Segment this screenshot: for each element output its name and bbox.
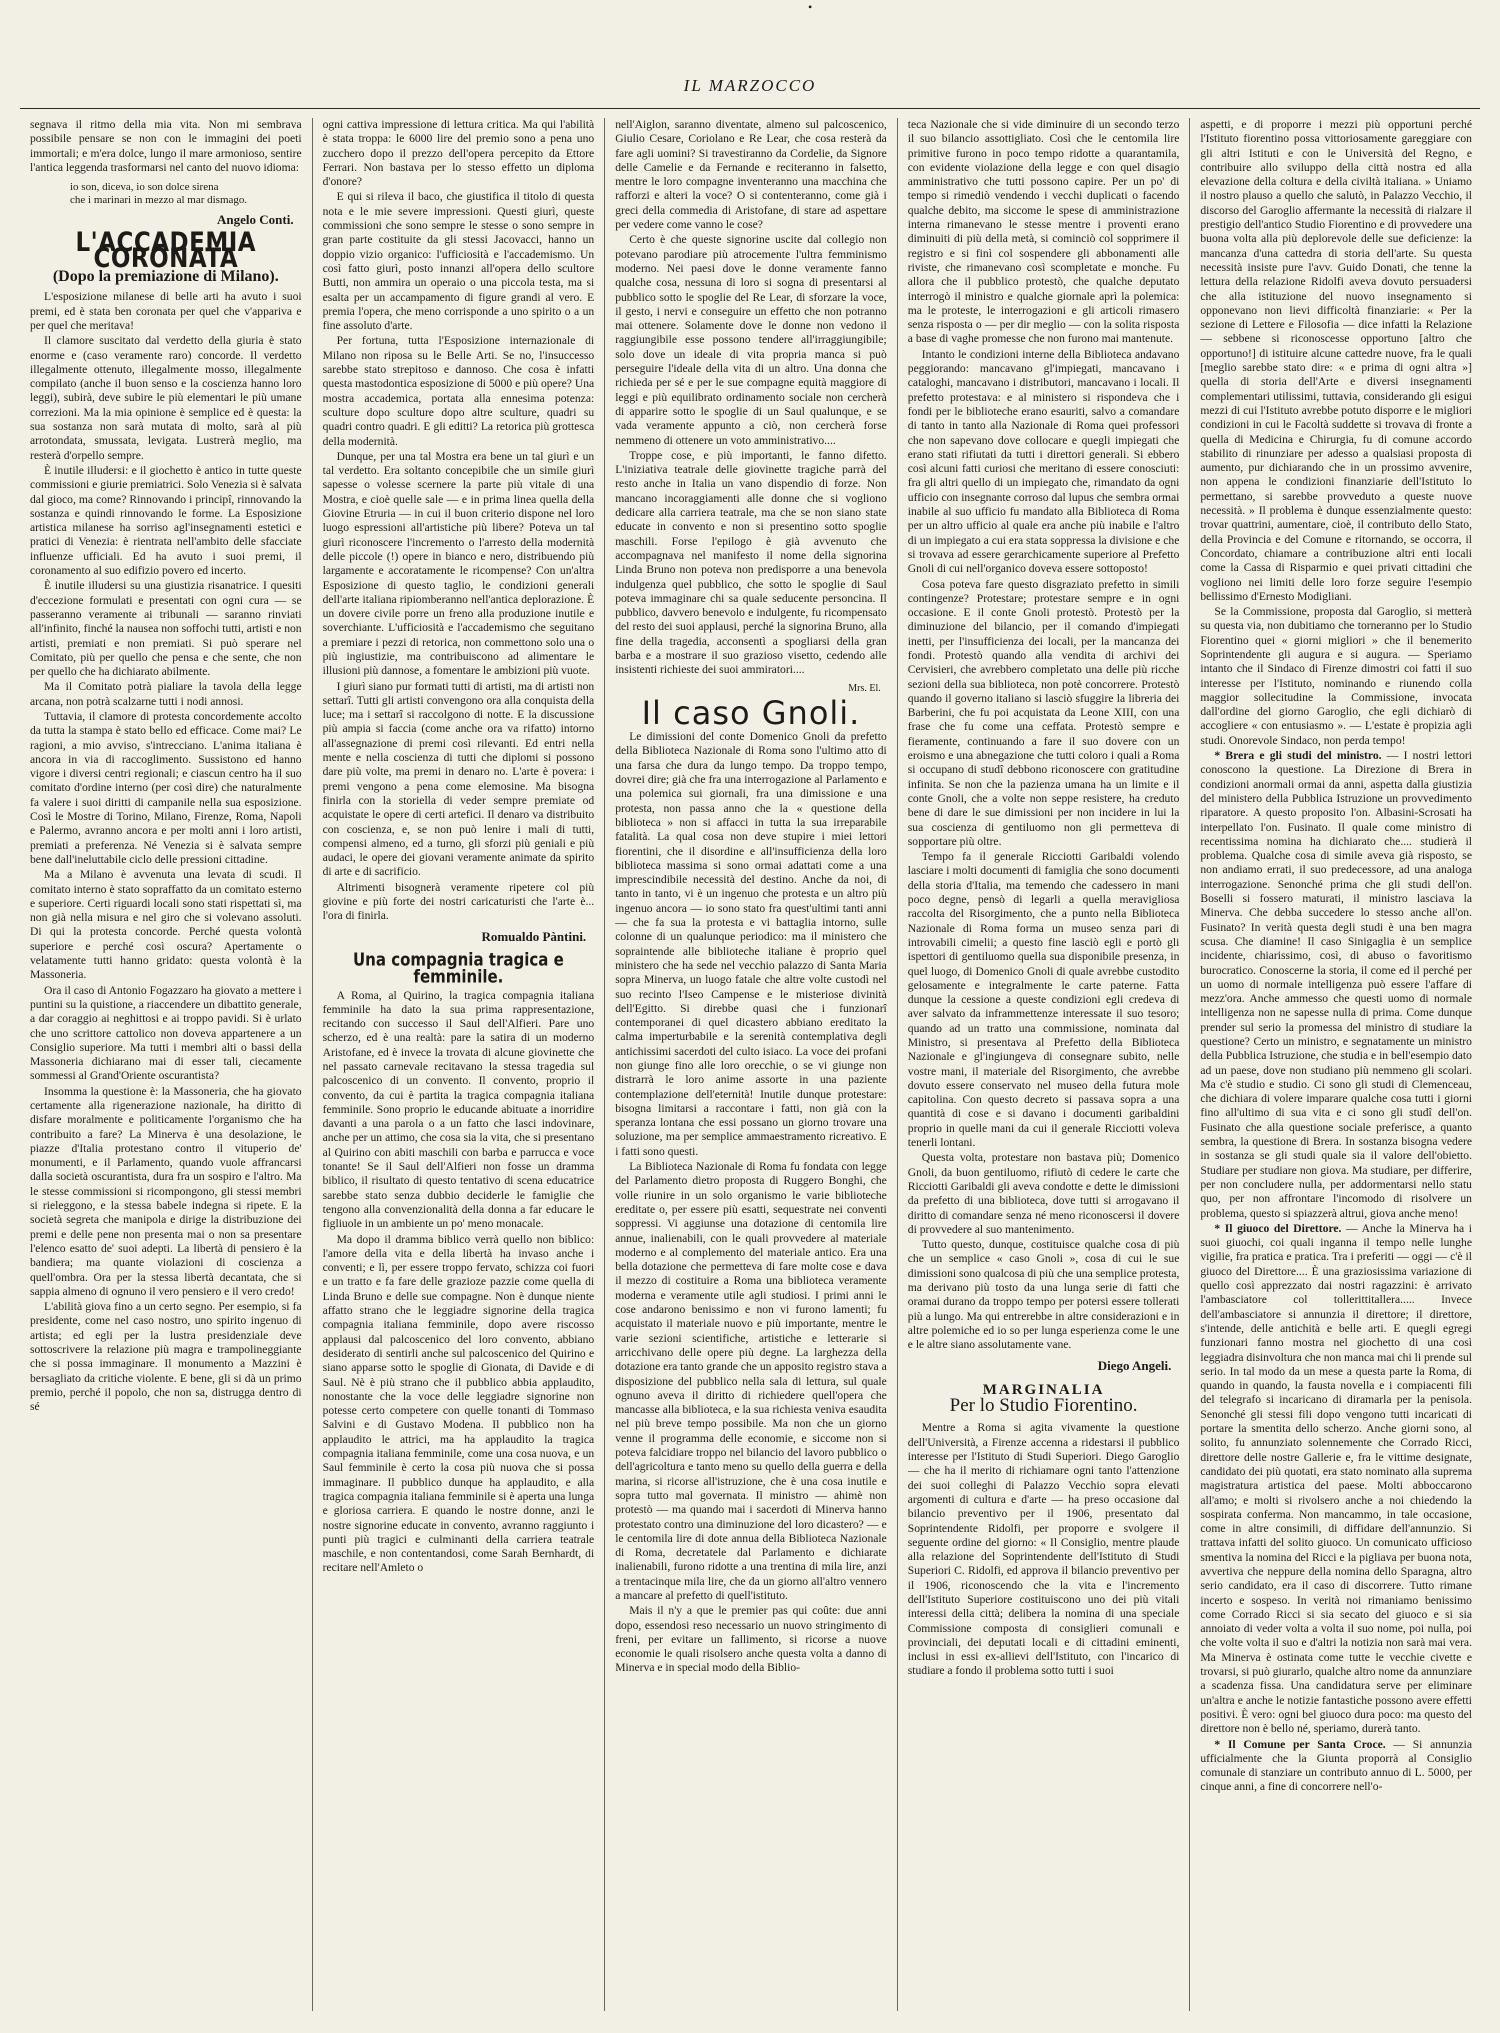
column-1	[30, 118, 313, 2011]
paragraph: È inutile illudersi: e il giochetto è antico in tutte queste commissioni e giurie premiatrici. Solo Venezia si è salvata dal gioco, ma come? Rinnovando i principî, rinnovando la sostanza e quindi rinnovando le forme. La Esposizione artistica milanese ha sorriso agl'insegnamenti estetici e pratici di Venezia: è rientrata nell'ambito delle sfacciate influenze ufficiali. Ed ha avuto i suoi premi, il coronamento al suo edifizio povero ed incerto.	[30, 463, 302, 578]
column-4	[908, 118, 1191, 2011]
paragraph: teca Nazionale che si vide diminuire di un secondo terzo il suo bilancio assottigliato. Così che le centomila lire primitive furono in poco tempo ridotte a quarantamila, con evidente violazione della legge e con quel disagio amministrativo che tutti possono capire. Per un po' di tempo si rimediò vendendo i vecchi duplicati o facendo qualche debito, ma siccome le spese di amministrazione interna rimanevano le stesse mentre i proventi erano diminuiti di più della metà, si cominciò col sopprimere il registro e si finì col sospendere gli abbonamenti alle riviste, che rimanevano così scompletate e monche. Fu allora che il pubblico protestò, che qualche deputato interrogò il ministro e qualche giornale aprì la polemica: ma le proteste, le interrogazioni e gli articoli rimasero senza risposta o — per dir meglio — con la solita risposta a base di vaghe promesse che non furono mai mantenute.	[907, 118, 1180, 346]
paragraph: Mais il n'y a que le premier pas qui coûte: due anni dopo, essendosi reso necessario un nuovo stringimento di freni, per evitare un fallimento, si ricorse a nuove economie le quali risolsero anche questa volta a danno di Minerva e in special modo della Biblio-	[615, 1604, 887, 1675]
paragraph	[1200, 1738, 1472, 1795]
page-header	[20, 58, 1480, 109]
paragraph: Il clamore suscitato dal verdetto della giuria è stato enorme e (caso veramente raro) concorde. Il verdetto illegalmente ottenuto, illegalmente mosso, illegalmente compilato (anche il buon senso e la coscienza hanno loro leggi), subirà, deve subire le più elementari le più umane correzioni. Ma la mia opinione è semplice ed è questa: la sua sostanza non sarà mutata di molto, sarà al più arrotondata, smussata, levigata. Lustrerà meglio, ma resterà d'orpello sempre.	[30, 334, 302, 462]
paragraph: E qui si rileva il baco, che giustifica il titolo di questa nota e le mie severe impressioni. Questi giurì, queste commissioni che sono sempre le stesse o sono sempre in gran parte costituite da gli stessi Jacovacci, hanno un doppio vizio organico: l'ufficiosità e l'accademismo. Un così fatto giurì, posto innanzi all'opera dello scultore Butti, non ammira un operaio o una piccola testa, ma si esalta per un accampamento di figure grandi al vero. E premia l'opera, che meno corrisponde a uno spirito o a un fine assoluto d'arte.	[322, 190, 595, 333]
paragraph: A Roma, al Quirino, la tragica compagnia italiana femminile ha dato la sua prima rappresentazione, recitando con successo il Saul dell'Alfieri. Pare uno scherzo, ed è una realtà: pare la satira di un moderno Aristofane, ed è invece la trovata di alcune giovinette che nel passato carnevale recitavano la stessa tragedia sul palcoscenico di un convento. Il convento, proprio il convento, da cui è partita la tragica compagnia italiana femminile. Sono proprio le educande abituate a inorridire davanti a una parola o a un fatto che lasci indovinare, anche per un attimo, che cosa sia la vita, che si presentano al Quirino con abiti maschili con barba e parrucca e voce tonante! Se il Saul dell'Alfieri non fosse un dramma biblico, il risultato di questo tentativo di scena educatrice sarebbe stato senza dubbio deciderle le famiglie che tengono alla convenzionalità della donna a far educare le figliuole in un ambiente un po' meno monacale.	[322, 988, 595, 1231]
paragraph: Intanto le condizioni interne della Biblioteca andavano peggiorando: mancavano gl'impiegati, mancavano i cataloghi, mancavano i distributori, mancavano i locali. Il prefetto protestava: e al ministero si rispondeva che i fondi per le biblioteche erano esauriti, salvo a comandare di tanto in tanto alla Nazionale di Roma quei professori che non sapevano dove collocare e quegli impiegati che erano stati rifiutati da tutti i direttori generali. Si ebbero così alcuni fatti curiosi che meritano di essere conosciuti: fra gli altri quello di un impiegato che, rimandato da ogni ufficio con insegnante corroso dal lupus che sembra ormai inabile al suo ufficio fu mandato alla Biblioteca di Roma per un altro ufficio al quale era anche più inabile e l'altro di un impiegato a cui era stata soppressa la divisione e che si trovava ad essere gerarchicamente superiore al Prefetto Gnoli di cui nell'organico doveva essere sottoposto!	[907, 347, 1180, 576]
article-heading: Il caso Gnoli.	[641, 693, 861, 732]
paragraph: Cosa poteva fare questo disgraziato prefetto in simili contingenze? Protestare; protestare sempre e in ogni occasione. E il conte Gnoli protestò. Protestò per la diminuzione del bilancio, per il comando d'impiegati inetti, per l'insufficienza dei locali, per la mancanza dei fondi. Protestò quando alla vendita di archivi dei Cervisieri, che avrebbero completato una delle più ricche sezioni della sua biblioteca, non potè concorrere. Protestò quando il governo italiano si lasciò sfuggire la libreria dei Barberini, che fu poi acquistata da Leone XIII, con una frase che fu come una ceffata. Protestò sempre e fieramente, continuando a fare il suo dovere con un eroismo e una abnegazione che tutti coloro i quali a Roma si occupano di studî debbono riconoscere con gratitudine infinita. Se non che la pazienza umana ha un limite e il conte Gnoli, che a volte non seppe resistere, ha creduto bene di dare le sue dimissioni per non incidere in lui la sua coscienza di gentiluomo non gli permetteva di sopportare più oltre.	[907, 577, 1180, 848]
paragraph: Ma il Comitato potrà pialiare la tavola della legge arcana, non potrà scalzarne tutti i nodi annosi.	[30, 680, 302, 708]
paragraph: segnava il ritmo della mia vita. Non mi sembrava possibile pensare se non con le immagini dei poeti immortali; e m'era dolce, lungo il mare armonioso, sentire l'antica leggenda trasformarsi nel canto del nuovo idioma:	[30, 118, 302, 174]
item-lead: * Il Comune per Santa Croce.	[1214, 1737, 1386, 1751]
paragraph: Tuttavia, il clamore di protesta concordemente accolto da tutta la stampa è stato bello ed efficace. Come mai? Le ragioni, a mio avviso, s'intrecciano. L'anima italiana è ancora in via di raccoglimento. Sussistono ed hanno vigore i diversi centri regionali; e ciascun centro ha il suo comitato d'ordine interno (per così dire) che naturalmente fa valere i suoi diritti di campanile nella sua esposizione. Così le Mostre di Torino, Milano, Firenze, Roma, Napoli e Palermo, avranno ancora e per molti anni i loro artisti, premiati a preferenza. Né Venezia si è salvata sempre bene dall'ineluttabile ciclo delle pressioni cittadine.	[30, 709, 302, 866]
column-3	[615, 118, 898, 2011]
paragraph: Questa volta, protestare non bastava più; Domenico Gnoli, da buon gentiluomo, rifiutò di cedere le carte che Ricciotti Garibaldi gli aveva condotte e dette le dimissioni da prefetto di una biblioteca, dove tutti si arrogavano il diritto di comandare senza né meno riconoscersi il dovere di provvedere al suo mantenimento.	[907, 1151, 1180, 1236]
item-text: — Si annunzia ufficialmente che la Giunta proporrà al Consiglio comunale di stanziare un contributo annuo di L. 5000, per cinque anni, a fine di concorrere nell'o-	[1200, 1737, 1472, 1794]
signature: Diego Angeli.	[1097, 1357, 1172, 1373]
article-heading: Per lo Studio Fiorentino.	[949, 1395, 1138, 1417]
masthead: IL MARZOCCO	[683, 76, 817, 95]
item-text: — I nostri lettori conoscono la questione. La Direzione di Brera in condizioni anormali ormai da anni, aspetta dalla giustizia del ministero della Pubblica Istruzione un provvedimento riparatore. A questo proposito l'on. Albasini-Scrosati ha interpellato l'on. Fusinato. Il quale come ministro di recentissima nomina ha dichiarato che.... studierà il problema. Qualche cosa di simile aveva già risposto, se non andiamo errati, il suo predecessore, ad una analoga interrogazione. Senonché prima che gli studi dell'on. Boselli si fossero maturati, il ministro lasciava la Minerva. Che debba succedere lo stesso anche all'on. Fusinato? In verità questa degli studi è una ben magra scusa. Che diamine! Il caso Sinigaglia è un semplice incidente, chiarissimo, così, di abuso o favoritismo burocratico. Conoscerne la storia, il come ed il perché per un uomo di normale intelligenza può essere l'affare di mezz'ora. Anche ammesso che questi uomo di normale intelligenza non ne sapesse nulla di prima. Come dunque prender sul serio la promessa del ministro di studiare la questione? Certo un ministro, e segnatamente un ministro della Pubblica Istruzione, che studia e in bell'esempio dato ad un paese, dove non studiano più nemmeno gli scolari. Ma c'è studio e studio. Ci sono gli studi di Clemenceau, che dichiara di volere imparare qualche cosa tutti i giorni fino all'ultimo di sua vita e ci sono gli studî dell'on. Fusinato che alla questione sociale preferisce, a quanto sembra, la questione di Brera. In sostanza bisogna vedere in sostanza se gli studi quale sia il valore dell'obietto. Studiare per studiare non giova. Ma studiare, per differire, per non concludere nulla, per addormentarsi nello statu quo, per non affrontare l'incomodo di risolvere un problema, questo si spiazzerà altrui, giova anche meno!	[1200, 749, 1472, 1220]
paragraph: Le dimissioni del conte Domenico Gnoli da prefetto della Biblioteca Nazionale di Roma sono l'ultimo atto di una farsa che dura da lungo tempo. Da troppo tempo, dovrei dire; già che fra una interrogazione al Parlamento e una polemica sui giornali, fra una dimissione e una protesta, non passa anno che la « questione della biblioteca » non si affacci in tutta la sua irreparabile fatalità. La qual cosa non deve stupire i miei lettori fiorentini, che il disordine e all'insufficienza della loro biblioteca massima si sono ormai adattati come a una imprescindibile necessità del destino. Anche da noi, di tanto in tanto, vi è un ingenuo che protesta e un altro più ingenuo ancora — io sono stato fra quest'ultimi tanti anni — che fa sua la protesta e vi battaglia intorno, sulle colonne di un qualunque periodico: ma il ministero che sopraintende alle biblioteche italiane è proprio quel ministero che ha sede nel vecchio palazzo di Santa Maria sopra Minerva, un luogo fatale che altre volte custodì nel suo recinto l'Iseo Campense e le misteriose divinità dell'Egitto. Si direbbe quasi che i funzionarî contemporanei di quel dicastero abbiano ereditato la calma imperturbabile e la serenità contemplativa degli antichissimi sacerdoti del culto isiaco. La voce dei profani non giunge fino alle loro orecchie, o se vi giunge non distrarrà le loro anime assorte in una paziente contemplazione dell'eternità! Inutile dunque protestare: bisogna limitarsi a raccontare i fatti, non già con la speranza lontana che essi possano un giorno trovare una soluzione, ma per semplice ammaestramento ricreativo. E i fatti sono questi.	[615, 730, 887, 1158]
article-heading: L'ACCADEMIA CORONATA	[75, 228, 257, 275]
paragraph: Ma dopo il dramma biblico verrà quello non biblico: l'amore della vita e della libertà ha invaso anche i conventi; e lì, per essere troppo fervato, schizza coi fuori e un tratto e fa fare delle grazioze pazzie come quella di Linda Bruno e delle sue compagne. Non è dunque niente affatto strano che le leggiadre signorine della tragica compagnia italiana femminile, dopo avere riscosso applausi dal palcoscenico del loro convento, abbiano desiderato di sentirli anche sul palcoscenico del Quirino e siano apparse sotto le spoglie di Gionata, di Davide e di Saul. Nè è più strano che il pubblico abbia applaudito, nonostante che la voce delle leggiadre signorine non potesse certo competere con quelle tonanti di Tommaso Salvini e di Gustavo Modena. Il pubblico non ha applaudito le attrici, ma ha applaudito la tragica compagnia italiana femminile, come una cosa nuova, e un Saul femminile è certo la cosa più nuova che si possa immaginare. Il pubblico dunque ha applaudito, e alla tragica compagnia italiana femminile si è aperta una lunga e gloriosa carriera. E quando le nostre donne, anzi le nostre signorine educate in convento, avranno raggiunto i punti più tragici e culminanti della carriera teatrale maschile, e non contentandosi, come Sarah Bernhardt, di recitare nell'Amleto o	[322, 1232, 595, 1575]
column-5	[1200, 118, 1472, 2011]
article-subheading: (Dopo la premiazione di Milano).	[52, 268, 279, 286]
signature: Romualdo Pàntini.	[481, 928, 587, 944]
paragraph: È inutile illudersi su una giustizia risanatrice. I quesiti d'eccezione formulati e presentati con ogni cura — se passeranno veramente ai tribunali — saranno rinviati all'infinito, finché la nausea non soffochi tutti, artisti e non artisti, premiati e non premiati. Si può sperare nel Comitato, più per quello che pensa e che sente, che non per quello che ha dichiarato abilmente.	[30, 579, 302, 679]
paragraph: Ora il caso di Antonio Fogazzaro ha giovato a mettere i puntini su la quistione, a riaccendere un dibattito generale, a dar coraggio ai neghittosi e ai troppo pavidi. Si è urlato che uno scrittore cattolico non doveva appartenere a un Consiglio superiore. Ma tutti i membri alti o bassi della Massoneria dichiarano mai di esser tali, ciecamente sommessi al Grand'Oriente oscurantista?	[30, 983, 302, 1083]
paragraph	[1200, 749, 1472, 1221]
paragraph: Ma a Milano è avvenuta una levata di scudi. Il comitato interno è stato sopraffatto da un comitato esterno e superiore. Certi riguardi locali sono stati rispettati sì, ma non già nella misura e nel giro che si volevano assoluti. Di qui la protesta concorde. Perché questa volontà superiore e perché così oscura? Apertamente o velatamente tutti hanno gridato: questa volontà è la Massoneria.	[30, 868, 302, 982]
item-text: — Anche la Minerva ha i suoi giuochi, coi quali inganna il tempo nelle lunghe vigilie, fra pratica e pratica. Tra i preferiti — oggi — c'è il giuoco del Direttore.... È una graziosissima variazione di quello così apprezzato dai nostri ragazzini: è arrivato l'ambasciatore col tollerittitallera..... Invece dell'ambasciatore si annunzia il direttore; il direttore, s'intende, delle antichità e belle arti. E quegli egregi funzionari fanno mostra nel giochetto di una così leggiadra disinvoltura che non manca mai chi li prende sul serio. In tal modo da un mese a questa parte la Roma, di quando in quando, la fausta novella e i compiacenti fili del telegrafo si incaricano di diramarla per la penisola. Senonché gli stessi fili dopo vengono tutti incaricati di portare la smentita dello scherzo. Anche giorni sono, al solito, fu annunziato solennemente che Corrado Ricci, direttore delle nostre Gallerie e, fra le vittime designate, candidato dei più quotati, era stato nominato alla suprema magistratura artistica del paese. Molti abboccarono all'amo; e molti si rivolsero anche a noi chiedendo la sospirata conferma. Non mancammo, in tale occasione, come in altre consimili, di diffidare dell'annunzio. Si trattava infatti del solito giuoco. Un comunicato ufficioso smentiva la nomina del Ricci e la pigliava per buona nota, avvertiva che neppure della nomina dello Sparagna, altro serio candidato, era il caso di discorrere. Tutto rimane incerto e sospeso. In verità noi rimaniamo benissimo come Corrado Ricci si sia secato del giuoco e si sia annoiato di veder volta a volta il suo nome, poi nulla, poi che volte volta il suo e d'altri la notizia non sarà mai vera. Ma Minerva è ostinata come tutte le vecchie civette e trovarsi, si può giurarlo, qualche altro nome da annunziare a scadenza fissa. Una candidatura serve per eliminare un'altra e anche le notizie fantastiche possono avere effetti positivi. È vero: ogni bel giuoco dura poco: ma questo del direttore non è bello né, speriamo, durerà tanto.	[1200, 1221, 1472, 1736]
paragraph: I giurì siano pur formati tutti di artisti, ma di artisti non settarî. Tutti gli artisti convengono ora alla conquista della luce; ma i settarî si raccolgono di notte. E la discussione più ampia si faccia (come anche ora va rifatto) intorno all'assegnazione di premi così rilevanti. Ed entri nella mente e nella coscienza di tutti che diplomi si possono dare più volte, ma premi in denaro no. L'arte è povera: i premi vengono a pena come elemosine. Ma bisogna finirla con la storiella di veder sempre premiate od acquistate le opere di certi artefici. Il denaro va distribuito con coscienza, e, se non può lenire i mali di tutti, compensi almeno, ed a turno, gli sforzi più geniali e più audaci, le opere dei giovani veramente animate da spirito di arte e di sacrificio.	[322, 679, 595, 879]
paragraph: Insomma la questione è: la Massoneria, che ha giovato certamente alla rigenerazione nazionale, ha diritto di disfare moralmente e politicamente l'organismo che ha contribuito a fare? La Minerva è una desolazione, le piazze d'Italia protestano contro il vituperio de' monumenti, e il Parlamento, quando vuole affrancarsi dalla società oscurantista, dura fra un sospiro e l'altro. Ma le stesse commissioni si ricompongono, gli stessi membri si rieleggono, e la stessa babele indegna si ripete. E la società segreta che manipola e dirige la distribuzione dei premi e delle pene non presenta mai o non sa presentare l'elenco esatto de' suoi adepti. La libertà di pensiero è la bandiera; ma quante violazioni di coscienza a quell'ombra. Ora per la stessa libertà decantata, che si sappia almeno di ognuno il vero pensiero e il vero credo!	[30, 1084, 302, 1298]
paragraph: aspetti, e di proporre i mezzi più opportuni perché l'Istituto fiorentino possa vittoriosamente gareggiare con gli altri Istituti e con le Università del Regno, e contribuire allo sviluppo della città nostra ed alla elevazione della coltura e della civiltà italiana. » Uniamo il nostro plauso a quello che salutò, in Palazzo Vecchio, il discorso del Garoglio affermante la necessità di rialzare il prestigio dell'antico Studio Fiorentino e di provvedere una buona volta alla più deplorevole delle sue deficienze: la mancanza d'una cattedra di storia dell'arte. Su questa necessità insiste pure l'avv. Guido Donati, che tenne la lettura della relazione Ridolfi aveva dovuto persuadersi che alla istituzione del nuovo insegnamento si opponevano non lievi difficoltà finanziarie: « Per la sezione di Lettere e Filosofia — dice infatti la Relazione — sebbene si riconoscesse opportuno [altro che opportuno!] di istituire alcune cattedre nuove, fra le quali [meglio sarebbe stato dire: « e prima di ogni altra »] quella di storia dell'Arte e diversi insegnamenti complementari utilissimi, tuttavia, considerando gli esigui mezzi di cui l'Istituto avrebbe potuto disporre e le migliori condizioni in cui le Facoltà suddette si trovava di fronte a quella di Medicina e Chirurgia, fu di comune accordo stabilito di rinunziare per adesso a qualsiasi proposta di aumento, pur dichiarando che in un prossimo avvenire, non appena le condizioni finanziarie dell'Istituto lo permettano, si sarebbe provveduto a queste nuove necessità. » Il problema è dunque essenzialmente questo: trovar quattrini, aumentare, cioè, il contributo dello Stato, della Provincia e del Comune e ritornando, se occorra, il Concordato, chiamare a contribuzione altri enti locali come la Cassa di Risparmio e quei privati cittadini che vogliono nei limiti delle loro forze seguire l'esempio bellissimo d'Ernesto Modigliani.	[1200, 118, 1472, 603]
page-dot: •	[808, 0, 813, 14]
paragraph: L'esposizione milanese di belle arti ha avuto i suoi premi, ed è stata ben coronata per quel che v'appariva e per quel che meritava!	[30, 290, 302, 332]
article-heading: Una compagnia tragica e femminile.	[353, 948, 564, 988]
paragraph: ogni cattiva impressione di lettura critica. Ma qui l'abilità è stata troppa: le 6000 lire del premio sono a pena uno zucchero dopo il prezzo dell'opera percepito da Ettore Ferrari. Non bastava per lo stesso effetto un diploma d'onore?	[322, 118, 595, 189]
item-lead: * Il giuoco del Direttore.	[1214, 1221, 1342, 1235]
paragraph: La Biblioteca Nazionale di Roma fu fondata con legge del Parlamento dietro proposta di Ruggero Bonghi, che volle riunire in un solo organismo le varie biblioteche ereditate o, per essere più esatti, sequestrate nei conventi soppressi. Vi aggiunse una dotazione di centomila lire annue, inalienabili, con le quali provvedere al materiale moderno e al complemento del materiale antico. Era una bella dotazione che permetteva di fare molte cose e dava il mezzo di costituire a Roma una biblioteca veramente moderna e veramente utile agli studiosi. I primi anni le cose andarono benissimo e non vi furono lamenti; fu acquistato il materiale nuovo e più importante, mentre le varie sezioni scientifiche, artistiche e letterarie si arricchivano delle opere più degne. La larghezza della dotazione era tanto grande che un apposito registro stava a disposizione del pubblico nella sala di lettura, sul quale ognuno aveva il diritto di richiedere quell'opera che mancasse alla biblioteca, e la sua richiesta veniva esaudita nel più breve tempo possibile. Ma non che un giorno venne il programma delle economie, e siccome non si poteva falcidiare troppo nel bilancio del lavoro pubblico o dell'agricoltura e tanto meno su quello della guerra e della marina, si ricorse all'istruzione, che è una cosa inutile e sopra tutto mal governata. Il ministro — ahimè non protestò — ma quando mai i sacerdoti di Minerva hanno protestato contro una diminuzione del loro dicastero? — e le centomila lire di dote annua della Biblioteca Nazionale di Roma, decretatele dal Parlamento e dichiarate inalienabili, furono ridotte a una trentina di mila lire, anzi a trentacinque mila lire, che da un giorno all'altro vennero a mancare al prefetto di quell'istituto.	[615, 1160, 887, 1602]
paragraph: Dunque, per una tal Mostra era bene un tal giurì e un tal verdetto. Era soltanto concepibile che un simile giurì sapesse o volesse scernere la parte più vitale di una Mostra, e cioè quelle sale — e in prima linea quella della Giovine Etruria — in cui il buon criterio dispone nel loro luogo espressioni all'artistiche più libere? Poteva un tal giurì riconoscere l'incremento o l'arresto della modernità delle piccole (!) opere in bianco e nero, distribuendo più largamente e accoratamente le ricompense? Con un'altra Esposizione di questo taglio, le condizioni generali dell'arte italiana ripiomberanno nell'antica deplorazione. È un dovere civile porre un freno alla produzione inutile e soverchiante. L'ufficiosità e l'accademismo che seguitano a premiare i pezzi di retorica, non commettono solo una o più ingiustizie, ma contribuiscono ad alimentare le illusioni più dannose, a fomentare le ambizioni più vuote.	[322, 449, 595, 678]
paragraph: nell'Aiglon, saranno diventate, almeno sul palcoscenico, Giulio Cesare, Coriolano e Re Lear, che cosa resterà da fare agli uomini? Si travestiranno da Cordelie, da Signore delle Camelie e da Fernande e reciteranno in falsetto, mentre le loro compagne inventeranno una macchina che rafforzi e alteri la voce? O si contenteranno, come già i greci della commedia di Aristofane, di stare ad aspettare per vedere come vanno le cose?	[615, 118, 887, 232]
paragraph: Certo è che queste signorine uscite dal collegio non potevano parodiare più atrocemente l'ultra femminismo moderno. Nei paesi dove le donne veramente fanno qualche cosa, nessuna di loro si sogna di presentarsi al pubblico sotto le spoglie del Re Lear, di sforzare la voce, il gesto, i nervi e conseguire un effetto che non potranno mai ottenere. Solamente dove le donne non vedono il raggiungibile esse possono tendere all'irraggiungibile; solo dove un ideale di vita propria manca si può perseguire l'ideale della vita di un altro. Una donna che richieda per sé e per le sue compagne equità maggiore di leggi e più equilibrato ordinamento sociale non cercherà di apparire sotto le spoglie di un Saul qualunque, e se vada veramente appunto a ciò, non cercherà forse nemmeno di ottenere un voto amministrativo....	[615, 233, 887, 447]
item-lead: * Brera e gli studi del ministro.	[1214, 749, 1382, 763]
signature: Angelo Conti.	[217, 212, 294, 228]
section-heading: MARGINALIA	[982, 1381, 1105, 1398]
paragraph: Mentre a Roma si agita vivamente la questione dell'Università, a Firenze accenna a ridestarsi il pubblico interesse per l'Istituto di Studi Superiori. Diego Garoglio — che ha il merito di richiamare ogni tanto l'attenzione dei suoi colleghi di Palazzo Vecchio sopra elevati argomenti di cultura e d'arte — ha preso occasione dal bilancio preventivo per il 1906, presentato dal Soprintendente Ridolfi, per proporre e svolgere il seguente ordine del giorno: « Il Consiglio, mentre plaude alla relazione del Soprintendente dell'Istituto di Studi Superiori C. Ridolfi, ed approva il bilancio preventivo per il 1906, riconoscendo che la vita e l'incremento dell'Istituto Superiore costituiscono uno dei più vitali interessi della città; delibera la nomina di una speciale Commissione composta di consiglieri comunali e provinciali, dei deputati locali e di cittadini eminenti, inclusi in essi ex-allievi dell'Istituto, con l'incarico di studiare a fondo il problema sotto tutti i suoi	[907, 1421, 1180, 1678]
columns	[30, 118, 1472, 2011]
paragraph: Per fortuna, tutta l'Esposizione internazionale di Milano non riposa su le Belle Arti. Se no, l'insuccesso sarebbe stato strepitoso e dannoso. Che cosa è infatti questa mastodontica esposizione di 5000 e più opere? Una mostra accademica, portata alla ennesima potenza: sculture dopo sculture dopo altre sculture, quadri su quadri contro quadri. E gli editti? La retorica più grottesca della modernità.	[322, 334, 595, 448]
paragraph: Troppe cose, e più importanti, le fanno difetto. L'iniziativa teatrale delle giovinette tragiche parrà del resto anche in Italia un vano dispendio di forze. Non mancano incoraggiamenti alle donne che si vogliono dedicare alla carriera teatrale, ma che se non siano state educate in convento e non si presentino sotto spoglie maschili. Forse l'epilogo è già avvenuto che accompagnava nel manifesto il nome della signorina Linda Bruno non poteva non predisporre a una benevola indulgenza quel pubblico, che sotto le spoglie di Saul poteva immaginare chi sa quale seducente personcina. Il pubblico, davvero benevolo e indulgente, fu ricompensato del resto dei suoi applausi, perché la signorina Bruno, alla fine della tragedia, acconsentì a spogliarsi della gran barba e a mostrare il suo grazioso visetto, cedendo alle insistenti richieste dei suoi ammiratori....	[615, 448, 887, 677]
paragraph: Tutto questo, dunque, costituisce qualche cosa di più che un semplice « caso Gnoli », cosa di cui le sue dimissioni sono qualcosa di più che una semplice protesta, ma derivano più tosto da una lunga serie di fatti che oramai durano da troppo tempo per potersi essere tollerati più a lungo. Ma qui entrerebbe in altre considerazioni e in altre polemiche ed io so per lunga esperienza come le une e le altre siano assolutamente vane.	[907, 1238, 1180, 1352]
paragraph: Se la Commissione, proposta dal Garoglio, si metterà su questa via, non dubitiamo che torneranno per lo Studio Fiorentino quei « giorni migliori » che il benemerito Soprintendente gli augura e si augura. — Speriamo intanto che il Sindaco di Firenze dimostri coi fatti il suo interesse per l'Istituto, nominando e riunendo colla maggior sollecitudine la Commissione, invocata dall'ordine del giorno Garoglio, che egli dichiarò di accogliere « con entusiasmo ». — L'estate è propizia agli studi. Onorevole Sindaco, non perda tempo!	[1200, 605, 1472, 747]
paragraph	[1200, 1222, 1472, 1737]
paragraph: L'abilità giova fino a un certo segno. Per esempio, si fa presidente, come nel caso nostro, uno spirito ingenuo di artista; ed egli per la lustra presidenziale deve sottoscrivere la relazione più magra e trampolineggiante che si possa immaginare. Il monumento a Mazzini è bersagliato da critiche violente. E bene, gli si dà un primo premio, perché il popolo, che non sa, distrugga dentro di sé	[30, 1300, 302, 1414]
paragraph: Altrimenti bisognerà veramente ripetere col più giovine e più forte dei nostri caricaturisti che l'arte è... l'ora di finirla.	[322, 880, 595, 923]
column-2	[323, 118, 606, 2011]
signature: Mrs. El.	[848, 682, 881, 694]
verse-line: che i marinari in mezzo al mar dismago.	[70, 194, 248, 207]
verse-line: io son, diceva, io son dolce sirena	[70, 181, 219, 194]
paragraph: Tempo fa il generale Ricciotti Garibaldi volendo lasciare i molti documenti di famiglia che sono documenti della storia d'Italia, ma temendo che cadessero in mani poco degne, pensò di legarli a quella meravigliosa raccolta del Risorgimento, che a punto nella Biblioteca Nazionale di Roma forma un museo senza pari di introvabili cimelii; a questo fine lasciò egli e portò gli ispettori di gentiluomo quella sua disponibile presenza, in quel luogo, di Domenico Gnoli di quale avrebbe custodito gelosamente e integralmente le carte paterne. Fatta dunque la cessione a queste condizioni egli credeva di aver salvato da inframmettenze interessate il suo tesoro; quando ad un tratto una commissione, nominata dal Ministro, si presentava al Prefetto della Biblioteca Nazionale e gl'ingiungeva di consegnare subito, nelle vostre mani, il materiale del Risorgimento, che avrebbe dovuto essere conservato nel museo della futura mole capitolina. Con questo decreto si passava sopra a una quantità di cose e si davano i documenti garibaldini proprio in quelle mani da cui il generale Ricciotti voleva tenerli lontani.	[907, 850, 1180, 1150]
